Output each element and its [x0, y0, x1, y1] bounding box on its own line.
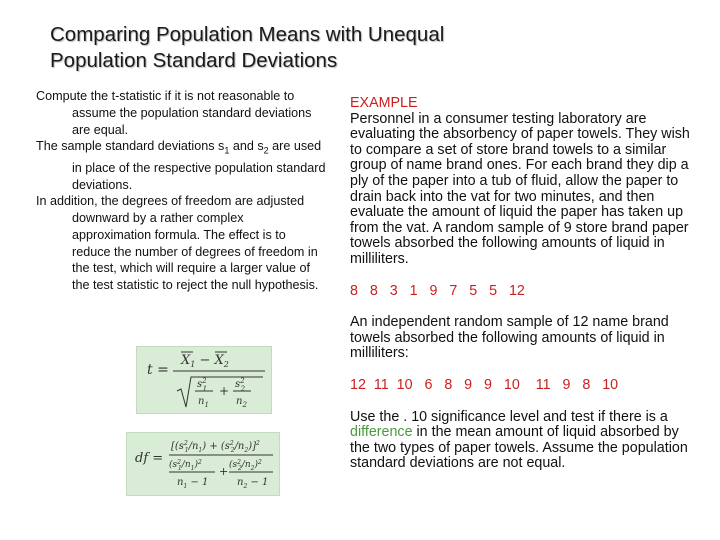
difference-highlight: difference — [350, 424, 413, 441]
paragraph-degrees-freedom: In addition, the degrees of freedom are adjusted downward by a rather complex approximation formula. The effect is to reduce the number of degrees of freedom in the test, which will require a larger value of the test statistic to reject the null hypothesis. — [36, 194, 319, 293]
example-text: Personnel in a consumer testing laboratory are evaluating the absorbency of paper towels. They wish to compare a set of store brand towels to a similar group of name brand ones. For each brand they dip a ply of the paper into a tub of fluid, allow the paper to drain back into the vat for two minutes, and then evaluate the amount of liquid the paper has taken up from the vat. A random sample of 9 store brand paper towels absorbed the following amounts of liquid in milliliters. — [350, 110, 690, 267]
t-statistic-formula — [136, 346, 272, 414]
right-column — [350, 96, 690, 472]
title-line-2: Population Standard Deviations — [50, 49, 338, 72]
slide-title — [50, 22, 690, 74]
store-brand-data: 8 8 3 1 9 7 5 5 12 — [350, 282, 525, 299]
t-numerator: $X_1 - X_2$ — [181, 353, 229, 369]
svg-text:(s21/n1)2: ($s^2$ $1/n_1)^2$ — [169, 459, 202, 472]
svg-text:s22: $s^2$ 2 — [235, 377, 246, 393]
svg-text:+: + — [219, 465, 229, 478]
df-formula — [126, 432, 280, 496]
p2-sub-2: 2 — [263, 145, 269, 156]
svg-text:n2: $n_2$ — [236, 396, 247, 409]
paragraph-t-statistic: Compute the t-statistic if it is not reasonable to assume the population standard deviations are equal. — [36, 89, 312, 137]
p2-sub-1: 1 — [224, 145, 230, 156]
svg-text:+: + — [219, 384, 230, 398]
t-formula-graphic — [137, 347, 271, 413]
p2-text-a: The sample standard deviations s — [36, 139, 225, 154]
left-column — [36, 88, 326, 294]
example-heading: EXAMPLE — [350, 95, 418, 111]
svg-text:n1 − 1: $n_1 - 1$ — [177, 477, 209, 490]
df-numerator: [($s^2$ $1/n_1) + (s^2$ $2/n_2)]^2$ — [171, 440, 260, 454]
svg-text:(s22/n2)2: ($s^2$ $2/n_2)^2$ — [229, 459, 262, 472]
p2-text-b: and s — [229, 139, 264, 154]
svg-text:n1: $n_1$ — [198, 396, 209, 409]
name-brand-text: An independent random sample of 12 name brand towels absorbed the following amounts of liquid in milliliters: — [350, 314, 669, 362]
conclusion-a: Use the . 10 significance level and test if there is a — [350, 408, 668, 425]
title-line-1: Comparing Population Means with Unequal — [50, 23, 445, 46]
df-formula-graphic — [127, 433, 279, 495]
conclusion-b: in the mean amount of liquid absorbed by the two types of paper towels. Assume the population standard deviations are not equal. — [350, 424, 688, 472]
svg-text:s21: $s^2$ 1 — [197, 377, 208, 393]
name-brand-data: 12 11 10 6 8 9 9 10 11 9 8 10 — [350, 376, 619, 393]
svg-text:n2 − 1: $n_2 - 1$ — [237, 477, 269, 490]
conclusion-text — [350, 410, 690, 472]
p2-text-c: are used in place of the respective population standard deviations. — [72, 139, 326, 192]
df-label: df = — [135, 451, 164, 466]
paragraph-sample-sd — [36, 138, 326, 193]
t-label: t = — [147, 362, 169, 378]
